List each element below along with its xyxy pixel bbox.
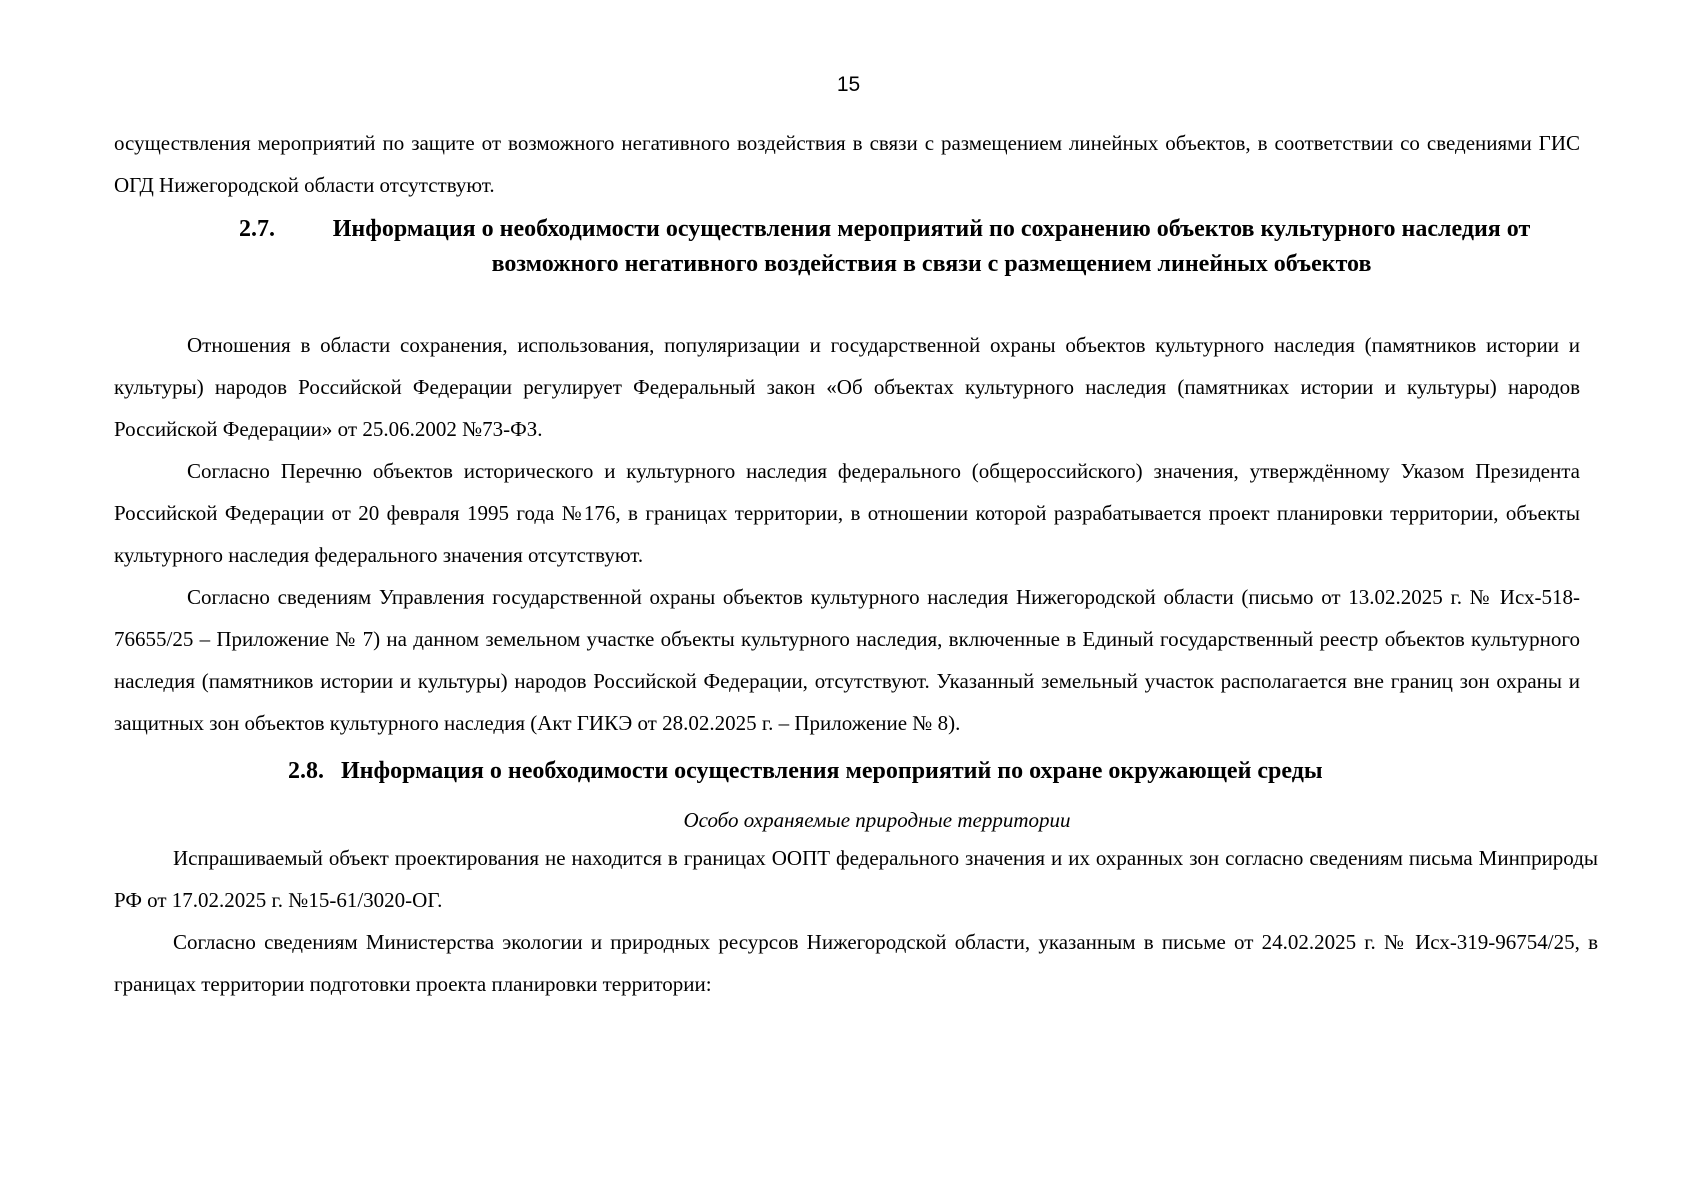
intro-paragraph: осуществления мероприятий по защите от возможного негативного воздействия в связи с размещением линейных объектов, в соответствии со сведениями ГИС ОГД Нижегородской области отсутствуют. <box>114 131 1580 197</box>
section-2-8-body <box>114 837 1598 1005</box>
section-2-7-paragraph-2: Согласно Перечню объектов исторического и культурного наследия федерального (общероссийского) значения, утверждённому Указом Президента Российской Федерации от 20 февраля 1995 года №176, в границах территории, в отношении которой разрабатывается проект планировки территории, объекты культурного наследия федерального значения отсутствуют. <box>114 459 1580 567</box>
section-2-7-paragraph-3: Согласно сведениям Управления государственной охраны объектов культурного наследия Нижегородской области (письмо от 13.02.2025 г. № Исх-518-76655/25 – Приложение № 7) на данном земельном участке объекты культурного наследия, включенные в Единый государственный реестр объектов культурного наследия (памятников истории и культуры) народов Российской Федерации, отсутствуют. Указанный земельный участок располагается вне границ зон охраны и защитных зон объектов культурного наследия (Акт ГИКЭ от 28.02.2025 г. – Приложение № 8). <box>114 585 1580 735</box>
section-2-8-paragraph-1: Испрашиваемый объект проектирования не находится в границах ООПТ федерального значения и их охранных зон согласно сведениям письма Минприроды РФ от 17.02.2025 г. №15-61/3020-ОГ. <box>114 846 1598 912</box>
section-2-8-heading <box>288 754 1580 789</box>
section-2-8-title: Информация о необходимости осуществления мероприятий по охране окружающей среды <box>341 758 1323 784</box>
section-2-7-heading <box>239 212 1550 282</box>
section-2-8-paragraph-2: Согласно сведениям Министерства экологии и природных ресурсов Нижегородской области, указанным в письме от 24.02.2025 г. № Исх-319-96754/25, в границах территории подготовки проекта планировки территории: <box>114 930 1598 996</box>
section-2-7-body <box>114 324 1580 744</box>
section-2-7-paragraph-1: Отношения в области сохранения, использования, популяризации и государственной охраны объектов культурного наследия (памятников истории и культуры) народов Российской Федерации регулирует Федеральный закон «Об объектах культурного наследия (памятниках истории и культуры) народов Российской Федерации» от 25.06.2002 №73-ФЗ. <box>114 333 1580 441</box>
section-2-8-number: 2.8. <box>288 758 324 784</box>
section-2-7-title: Информация о необходимости осуществления мероприятий по сохранению объектов культурного наследия от возможного негативного воздействия в связи с размещением линейных объектов <box>332 216 1531 277</box>
section-2-7-number: 2.7. <box>239 216 275 242</box>
page-number: 15 <box>836 73 861 96</box>
section-2-8-subheading: Особо охраняемые природные территории <box>683 808 1071 832</box>
page-content <box>114 122 1598 1005</box>
